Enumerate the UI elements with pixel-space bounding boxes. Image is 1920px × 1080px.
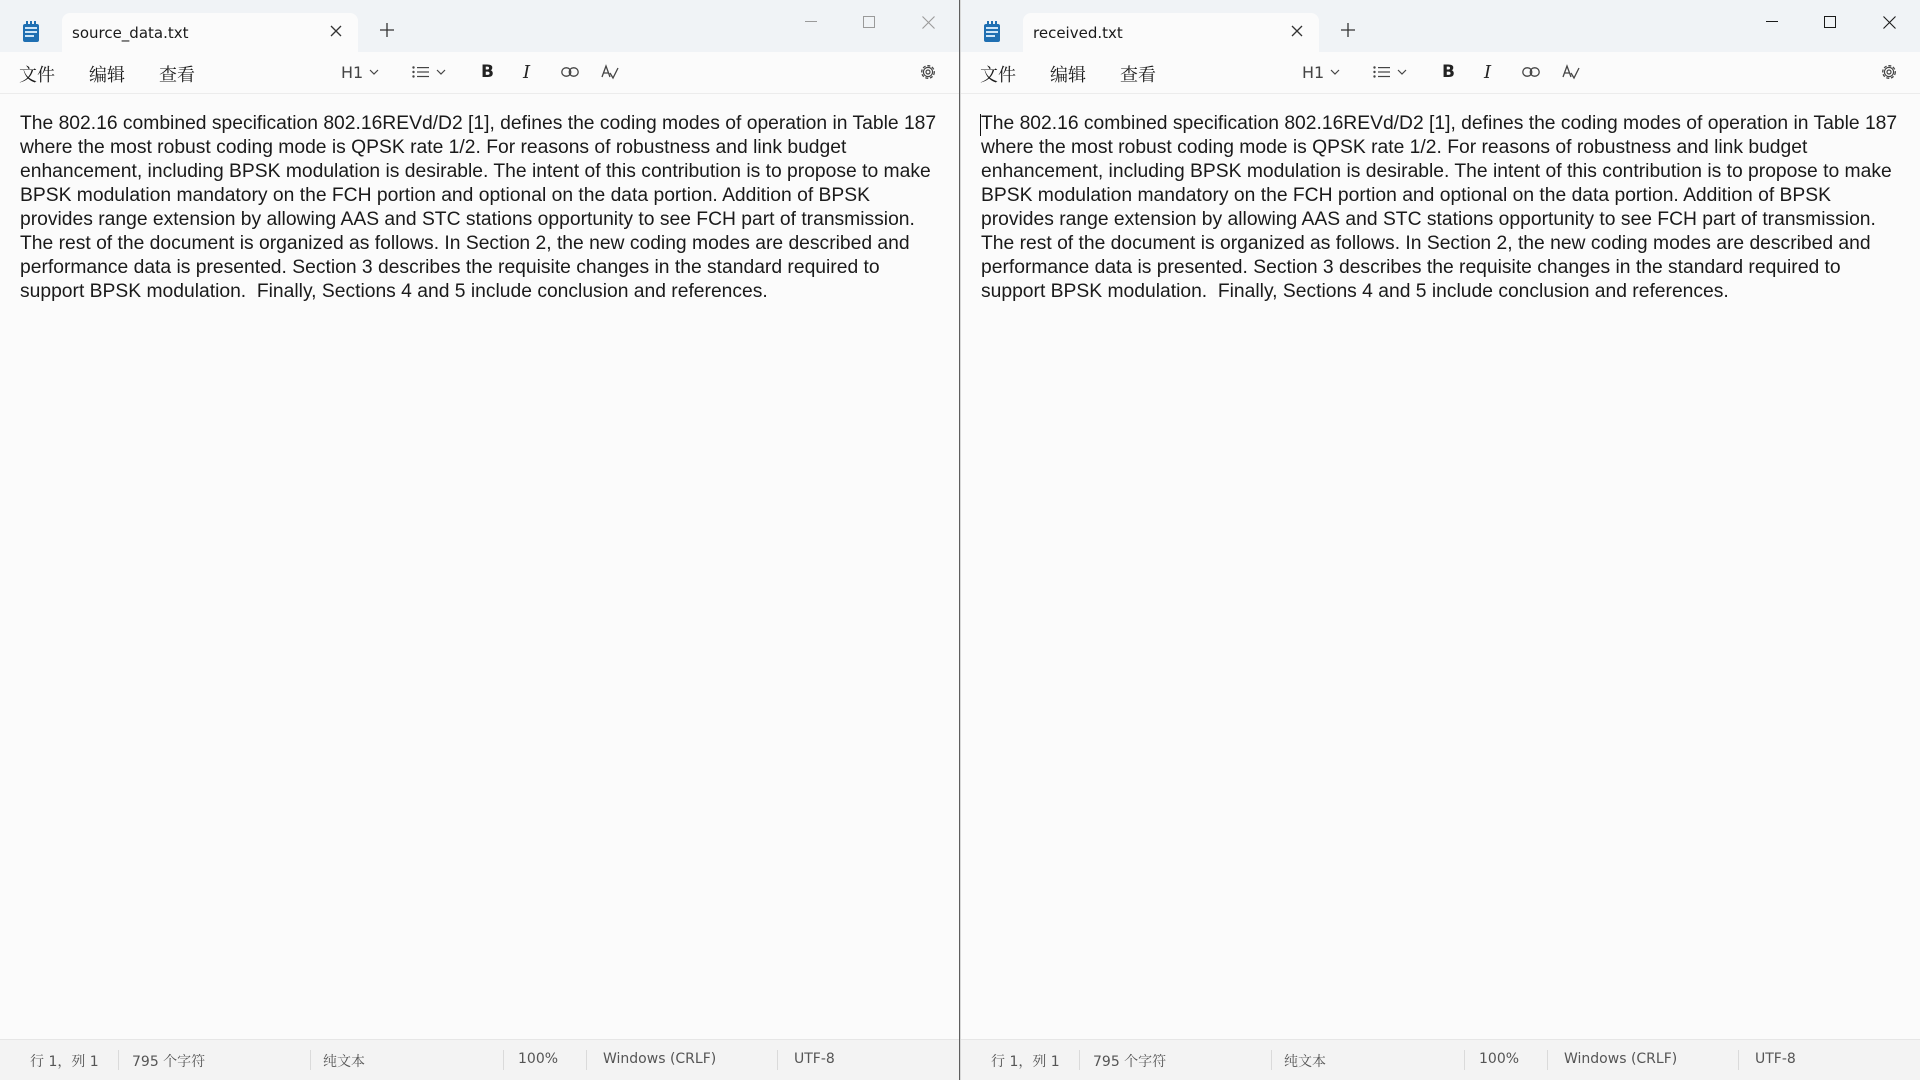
list-icon [412, 66, 430, 78]
toolbar [961, 52, 1920, 94]
menu-view[interactable]: 查看 [1120, 65, 1156, 86]
heading-label: H1 [341, 62, 364, 82]
cursor-position[interactable]: 行 1，列 1 [991, 1054, 1060, 1070]
italic-button[interactable] [523, 60, 530, 84]
clear-formatting-icon [1562, 64, 1580, 80]
separator [1271, 1050, 1272, 1070]
close-icon[interactable] [326, 22, 346, 42]
text-cursor [980, 114, 981, 136]
list-dropdown[interactable] [1373, 60, 1407, 84]
line-ending[interactable]: Windows (CRLF) [1564, 1051, 1678, 1067]
list-icon [1373, 66, 1391, 78]
clear-formatting-icon [601, 64, 619, 80]
tab-title: source_data.txt [72, 24, 189, 42]
minimize-icon[interactable] [1749, 6, 1795, 38]
settings-button[interactable] [1880, 60, 1898, 84]
italic-icon: I [1484, 61, 1492, 83]
character-count: 795 个字符 [132, 1054, 206, 1070]
heading-dropdown[interactable] [1302, 60, 1340, 84]
plus-icon[interactable] [1337, 20, 1359, 42]
separator [1738, 1050, 1739, 1070]
clear-formatting-button[interactable] [601, 60, 619, 84]
encoding[interactable]: UTF-8 [794, 1051, 835, 1067]
minimize-icon[interactable] [788, 6, 834, 38]
separator [503, 1050, 504, 1070]
bold-icon: B [1442, 62, 1455, 82]
maximize-icon[interactable] [1807, 6, 1853, 38]
menu-file[interactable]: 文件 [19, 65, 55, 86]
settings-button[interactable] [919, 60, 937, 84]
encoding[interactable]: UTF-8 [1755, 1051, 1796, 1067]
line-ending[interactable]: Windows (CRLF) [603, 1051, 717, 1067]
heading-label: H1 [1302, 62, 1325, 82]
gear-icon [1880, 63, 1898, 81]
separator [118, 1050, 119, 1070]
close-icon[interactable] [1287, 22, 1307, 42]
close-window-icon[interactable] [1866, 6, 1912, 38]
chevron-down-icon [1330, 69, 1340, 75]
text-editor[interactable] [0, 94, 959, 1039]
maximize-icon[interactable] [846, 6, 892, 38]
link-button[interactable] [561, 60, 579, 84]
menu-edit[interactable]: 编辑 [1050, 65, 1086, 86]
format-mode[interactable]: 纯文本 [1284, 1054, 1326, 1070]
separator [1079, 1050, 1080, 1070]
italic-icon: I [523, 61, 531, 83]
clear-formatting-button[interactable] [1562, 60, 1580, 84]
format-mode[interactable]: 纯文本 [323, 1054, 365, 1070]
bold-icon: B [481, 62, 494, 82]
heading-dropdown[interactable] [341, 60, 379, 84]
link-icon [1522, 67, 1540, 77]
chevron-down-icon [369, 69, 379, 75]
menu-view[interactable]: 查看 [159, 65, 195, 86]
bold-button[interactable] [1442, 60, 1455, 84]
status-bar [961, 1039, 1920, 1080]
chevron-down-icon [436, 69, 446, 75]
bold-button[interactable] [481, 60, 494, 84]
character-count: 795 个字符 [1093, 1054, 1167, 1070]
status-bar [0, 1039, 959, 1080]
italic-button[interactable] [1484, 60, 1491, 84]
separator [777, 1050, 778, 1070]
separator [1464, 1050, 1465, 1070]
tab-received[interactable] [1023, 13, 1319, 52]
zoom-level[interactable]: 100% [1479, 1051, 1520, 1067]
menu-file[interactable]: 文件 [980, 65, 1016, 86]
link-icon [561, 67, 579, 77]
list-dropdown[interactable] [412, 60, 446, 84]
separator [1547, 1050, 1548, 1070]
document-text[interactable]: The 802.16 combined specification 802.16REVd/D2 [1], defines the coding modes of operation in Table 187 where the most robust coding mode is QPSK rate 1/2. For reasons of robustness and link budget enhancement, including BPSK modulation is desirable. The intent of this contribution is to propose to make BPSK modulation mandatory on the FCH portion and optional on the data portion. Addition of BPSK provides range extension by allowing AAS and STC stations opportunity to see FCH part of transmission. The rest of the document is organized as follows. In Section 2, the new coding modes are described and performance data is presented. Section 3 describes the requisite changes in the standard required to support BPSK modulation. Finally, Sections 4 and 5 include conclusion and references. [981, 113, 1898, 302]
notepad-icon [22, 21, 40, 43]
gear-icon [919, 63, 937, 81]
cursor-position[interactable]: 行 1，列 1 [30, 1054, 99, 1070]
title-bar[interactable] [0, 0, 959, 52]
notepad-icon [983, 21, 1001, 43]
text-editor[interactable] [961, 94, 1920, 1039]
title-bar[interactable] [961, 0, 1920, 52]
link-button[interactable] [1522, 60, 1540, 84]
plus-icon[interactable] [376, 20, 398, 42]
tab-title: received.txt [1033, 24, 1123, 42]
separator [586, 1050, 587, 1070]
menu-edit[interactable]: 编辑 [89, 65, 125, 86]
close-window-icon[interactable] [905, 6, 951, 38]
notepad-window-received [960, 0, 1920, 1080]
zoom-level[interactable]: 100% [518, 1051, 559, 1067]
chevron-down-icon [1397, 69, 1407, 75]
document-text[interactable]: The 802.16 combined specification 802.16REVd/D2 [1], defines the coding modes of operation in Table 187 where the most robust coding mode is QPSK rate 1/2. For reasons of robustness and link budget enhancement, including BPSK modulation is desirable. The intent of this contribution is to propose to make BPSK modulation mandatory on the FCH portion and optional on the data portion. Addition of BPSK provides range extension by allowing AAS and STC stations opportunity to see FCH part of transmission. The rest of the document is organized as follows. In Section 2, the new coding modes are described and performance data is presented. Section 3 describes the requisite changes in the standard required to support BPSK modulation. Finally, Sections 4 and 5 include conclusion and references. [20, 113, 937, 302]
tab-source-data[interactable] [62, 13, 358, 52]
toolbar [0, 52, 959, 94]
separator [310, 1050, 311, 1070]
